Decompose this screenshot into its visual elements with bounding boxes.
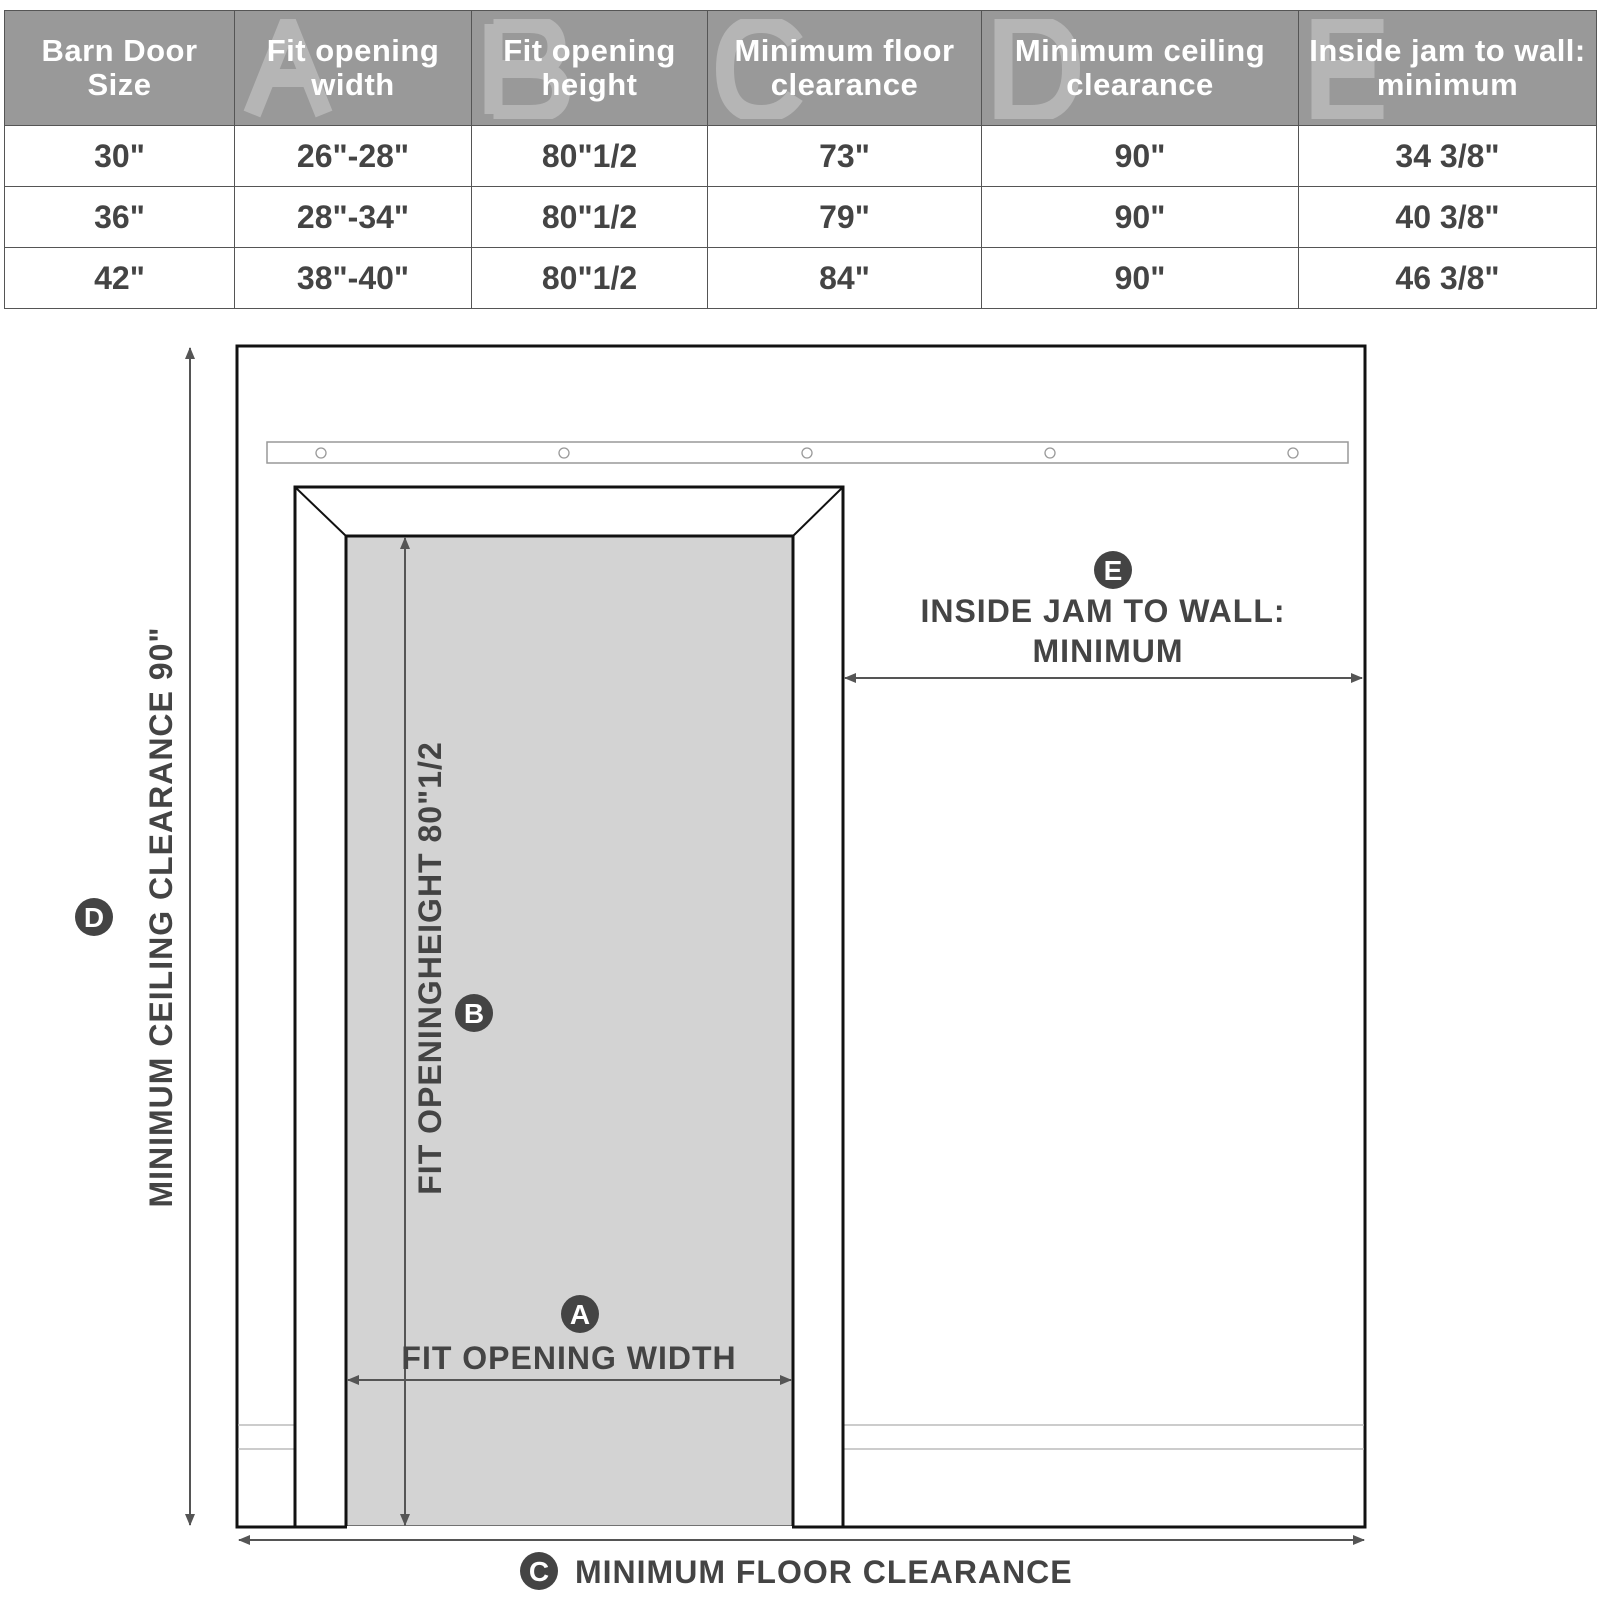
header-label: Inside jam to wall: minimum	[1309, 33, 1586, 102]
jam-to-wall-label-line2: MINIMUM	[1032, 633, 1184, 669]
table-cell: 73"	[708, 126, 982, 187]
table-cell: 40 3/8"	[1299, 187, 1597, 248]
header-label: Barn Door Size	[41, 33, 198, 102]
table-cell: 30"	[5, 126, 235, 187]
badge-a-letter: A	[569, 1299, 591, 1330]
opening-height-label: FIT OPENINGHEIGHT 80"1/2	[412, 741, 448, 1195]
table-cell: 26"-28"	[235, 126, 472, 187]
badge-c-letter: C	[528, 1556, 550, 1587]
rail-hole	[1045, 448, 1055, 458]
rail-hole	[316, 448, 326, 458]
table-cell: 28"-34"	[235, 187, 472, 248]
table-cell: 90"	[982, 126, 1299, 187]
ceiling-clearance-label: MINIMUM CEILING CLEARANCE 90"	[143, 626, 179, 1208]
table-cell: 42"	[5, 248, 235, 309]
badge-d-letter: D	[83, 902, 105, 933]
table-cell: 46 3/8"	[1299, 248, 1597, 309]
table-cell: 79"	[708, 187, 982, 248]
header-label: Fit opening width	[266, 33, 440, 102]
rail-hole	[1288, 448, 1298, 458]
header-label: Fit opening height	[503, 33, 676, 102]
table-cell: 90"	[982, 187, 1299, 248]
jam-to-wall-label-line1: INSIDE JAM TO WALL:	[920, 593, 1286, 629]
table-cell: 80"1/2	[472, 126, 708, 187]
table-cell: 84"	[708, 248, 982, 309]
table-cell: 34 3/8"	[1299, 126, 1597, 187]
table-cell: 38"-40"	[235, 248, 472, 309]
table-cell: 80"1/2	[472, 248, 708, 309]
badge-b-letter: B	[463, 998, 485, 1029]
rail-hole	[559, 448, 569, 458]
floor-clearance-label: MINIMUM FLOOR CLEARANCE	[575, 1554, 1073, 1590]
opening-width-label: FIT OPENING WIDTH	[401, 1340, 737, 1376]
table-cell: 90"	[982, 248, 1299, 309]
badge-e-letter: E	[1103, 555, 1123, 586]
floor-gap	[347, 1526, 792, 1529]
table-cell: 80"1/2	[472, 187, 708, 248]
header-label: Minimum ceiling clearance	[1014, 33, 1266, 102]
header-label: Minimum floor clearance	[734, 33, 955, 102]
table-cell: 36"	[5, 187, 235, 248]
rail-hole	[802, 448, 812, 458]
